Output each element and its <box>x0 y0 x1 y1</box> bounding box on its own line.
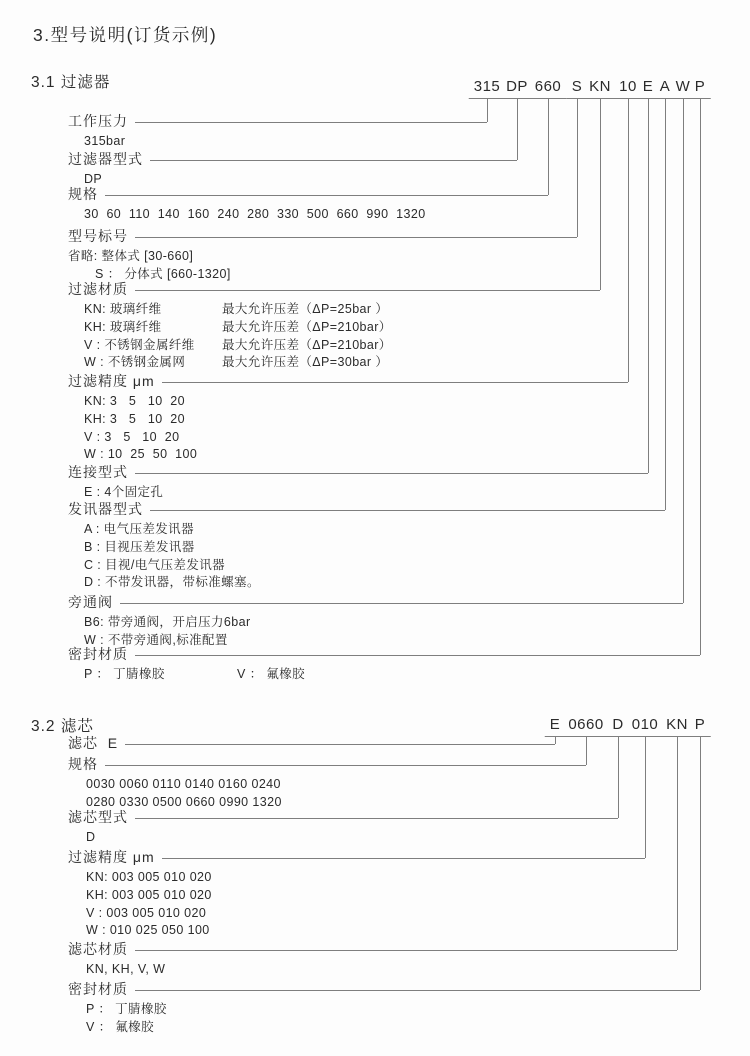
row-subline-note: 最大允许压差（ΔP=210bar） <box>222 319 392 334</box>
model-code-segment: A <box>655 78 676 99</box>
row-subline: B : 目视压差发讯器 <box>84 539 195 554</box>
row-label: 过滤精度 μm <box>68 373 155 389</box>
leader-row <box>68 280 600 298</box>
row-subline: W : 不带旁通阀,标准配置 <box>84 632 228 647</box>
row-subline-note: 最大允许压差（ΔP=25bar ） <box>222 302 389 316</box>
row-label: 滤芯 E <box>68 735 119 751</box>
vertical-connector-line <box>600 99 601 290</box>
model-code-segment: 660 <box>530 78 567 99</box>
row-subline: 0030 0060 0110 0140 0160 0240 <box>86 777 281 791</box>
row-subline: W : 010 025 050 100 <box>86 923 210 938</box>
leader-line <box>135 112 487 123</box>
row-subline: 0280 0330 0500 0660 0990 1320 <box>86 794 282 809</box>
row-subline-note: V ： 氟橡胶 <box>237 667 306 681</box>
leader-row <box>68 112 487 130</box>
leader-line <box>135 980 700 991</box>
model-code-segment: 315 <box>469 78 506 99</box>
section-heading: 3.2 滤芯 <box>31 718 94 735</box>
row-subline: DP <box>84 172 103 186</box>
leader-row <box>68 227 577 245</box>
leader-line <box>135 645 700 656</box>
row-subline: 315bar <box>84 134 126 148</box>
leader-line <box>162 372 628 383</box>
row-subline: B6: 带旁通阀，开启压力6bar <box>84 615 251 629</box>
row-label: 过滤器型式 <box>68 151 143 167</box>
row-label: 旁通阀 <box>68 594 113 610</box>
leader-line <box>105 755 586 766</box>
section-heading: 3.1 过滤器 <box>31 74 111 91</box>
leader-row <box>68 940 677 958</box>
leader-row <box>68 848 645 866</box>
leader-line <box>162 848 645 859</box>
vertical-connector-line <box>586 737 587 765</box>
row-label: 型号标号 <box>68 228 128 244</box>
vertical-connector-line <box>700 737 701 990</box>
vertical-connector-line <box>555 737 556 744</box>
leader-line <box>135 280 600 291</box>
row-subline-note: 最大允许压差（ΔP=210bar） <box>222 337 392 352</box>
leader-row <box>68 500 665 518</box>
leader-row <box>68 463 648 481</box>
row-label: 规格 <box>68 186 98 202</box>
model-code-segment: W <box>671 78 696 99</box>
leader-line <box>135 463 648 474</box>
row-subline: P ： 丁腈橡胶 V ： 氟橡胶 <box>84 667 306 681</box>
leader-line <box>120 593 683 604</box>
model-code-segment: KN <box>584 78 616 99</box>
leader-row <box>68 185 548 203</box>
model-code-segment: S <box>567 78 588 99</box>
vertical-connector-line <box>665 99 666 510</box>
row-label: 滤芯型式 <box>68 809 128 825</box>
row-label: 发讯器型式 <box>68 501 143 517</box>
vertical-connector-line <box>517 99 518 160</box>
model-code-segment: P <box>690 78 711 99</box>
row-subline: V : 不锈钢金属纤维 最大允许压差（ΔP=210bar） <box>84 337 392 352</box>
vertical-connector-line <box>548 99 549 195</box>
row-subline: KN: 玻璃纤维 最大允许压差（ΔP=25bar ） <box>84 302 389 316</box>
leader-line <box>135 940 677 951</box>
row-label: 过滤精度 μm <box>68 849 155 865</box>
row-subline: KH: 003 005 010 020 <box>86 887 212 902</box>
row-subline-note: 最大允许压差（ΔP=30bar ） <box>222 355 389 370</box>
vertical-connector-line <box>700 99 701 655</box>
leader-line <box>135 808 618 819</box>
model-code-segment: KN <box>661 716 693 737</box>
row-label: 密封材质 <box>68 981 128 997</box>
model-code-segment: 010 <box>627 716 664 737</box>
row-subline: V : 3 5 10 20 <box>84 429 180 444</box>
vertical-connector-line <box>487 99 488 122</box>
row-label: 密封材质 <box>68 646 128 662</box>
model-code-segment: D <box>607 716 628 737</box>
row-subline: W : 10 25 50 100 <box>84 447 198 462</box>
row-label: 工作压力 <box>68 113 128 129</box>
row-subline: KN: 003 005 010 020 <box>86 870 212 884</box>
leader-row <box>68 645 700 663</box>
row-subline: D : 不带发讯器，带标准螺塞。 <box>84 575 260 590</box>
leader-row <box>68 593 683 611</box>
row-subline: E : 4个固定孔 <box>84 485 164 499</box>
vertical-connector-line <box>645 737 646 858</box>
row-subline: P ： 丁腈橡胶 <box>86 1002 167 1016</box>
leader-row <box>68 150 517 168</box>
row-subline: KN: 3 5 10 20 <box>84 394 186 408</box>
row-subline: KH: 玻璃纤维 最大允许压差（ΔP=210bar） <box>84 319 392 334</box>
row-subline: 30 60 110 140 160 240 280 330 500 660 990 1320 <box>84 207 426 221</box>
row-label: 过滤材质 <box>68 281 128 297</box>
model-code-segment: E <box>545 716 566 737</box>
row-subline: W : 不锈钢金属网 最大允许压差（ΔP=30bar ） <box>84 355 389 370</box>
row-subline: D <box>86 830 96 844</box>
leader-line <box>135 227 577 238</box>
vertical-connector-line <box>677 737 678 950</box>
vertical-connector-line <box>648 99 649 473</box>
leader-line <box>150 500 665 511</box>
page-title: 3.型号说明(订货示例) <box>33 25 218 45</box>
leader-line <box>125 734 555 745</box>
row-subline: S ： 分体式 [660-1320] <box>95 266 231 281</box>
row-subline: KH: 3 5 10 20 <box>84 411 186 426</box>
leader-row <box>68 755 586 773</box>
row-subline: KN, KH, V, W <box>86 962 166 976</box>
model-code-segment: 10 <box>614 78 642 99</box>
row-label: 规格 <box>68 756 98 772</box>
leader-row <box>68 808 618 826</box>
leader-line <box>105 185 548 196</box>
vertical-connector-line <box>618 737 619 818</box>
model-code-segment: E <box>638 78 659 99</box>
model-code-segment: 0660 <box>563 716 608 737</box>
row-label: 滤芯材质 <box>68 941 128 957</box>
vertical-connector-line <box>683 99 684 603</box>
model-code-segment: P <box>690 716 711 737</box>
leader-row <box>68 980 700 998</box>
leader-line <box>150 150 517 161</box>
row-label: 连接型式 <box>68 464 128 480</box>
row-subline: V : 003 005 010 020 <box>86 905 207 920</box>
row-subline: 省略: 整体式 [30-660] <box>68 249 194 263</box>
row-subline: C : 目视/电气压差发讯器 <box>84 557 226 572</box>
vertical-connector-line <box>628 99 629 382</box>
row-subline: V ： 氟橡胶 <box>86 1019 155 1034</box>
vertical-connector-line <box>577 99 578 237</box>
row-subline: A : 电气压差发讯器 <box>84 522 194 536</box>
leader-row <box>68 734 555 752</box>
model-code-segment: DP <box>501 78 533 99</box>
leader-row <box>68 372 628 390</box>
